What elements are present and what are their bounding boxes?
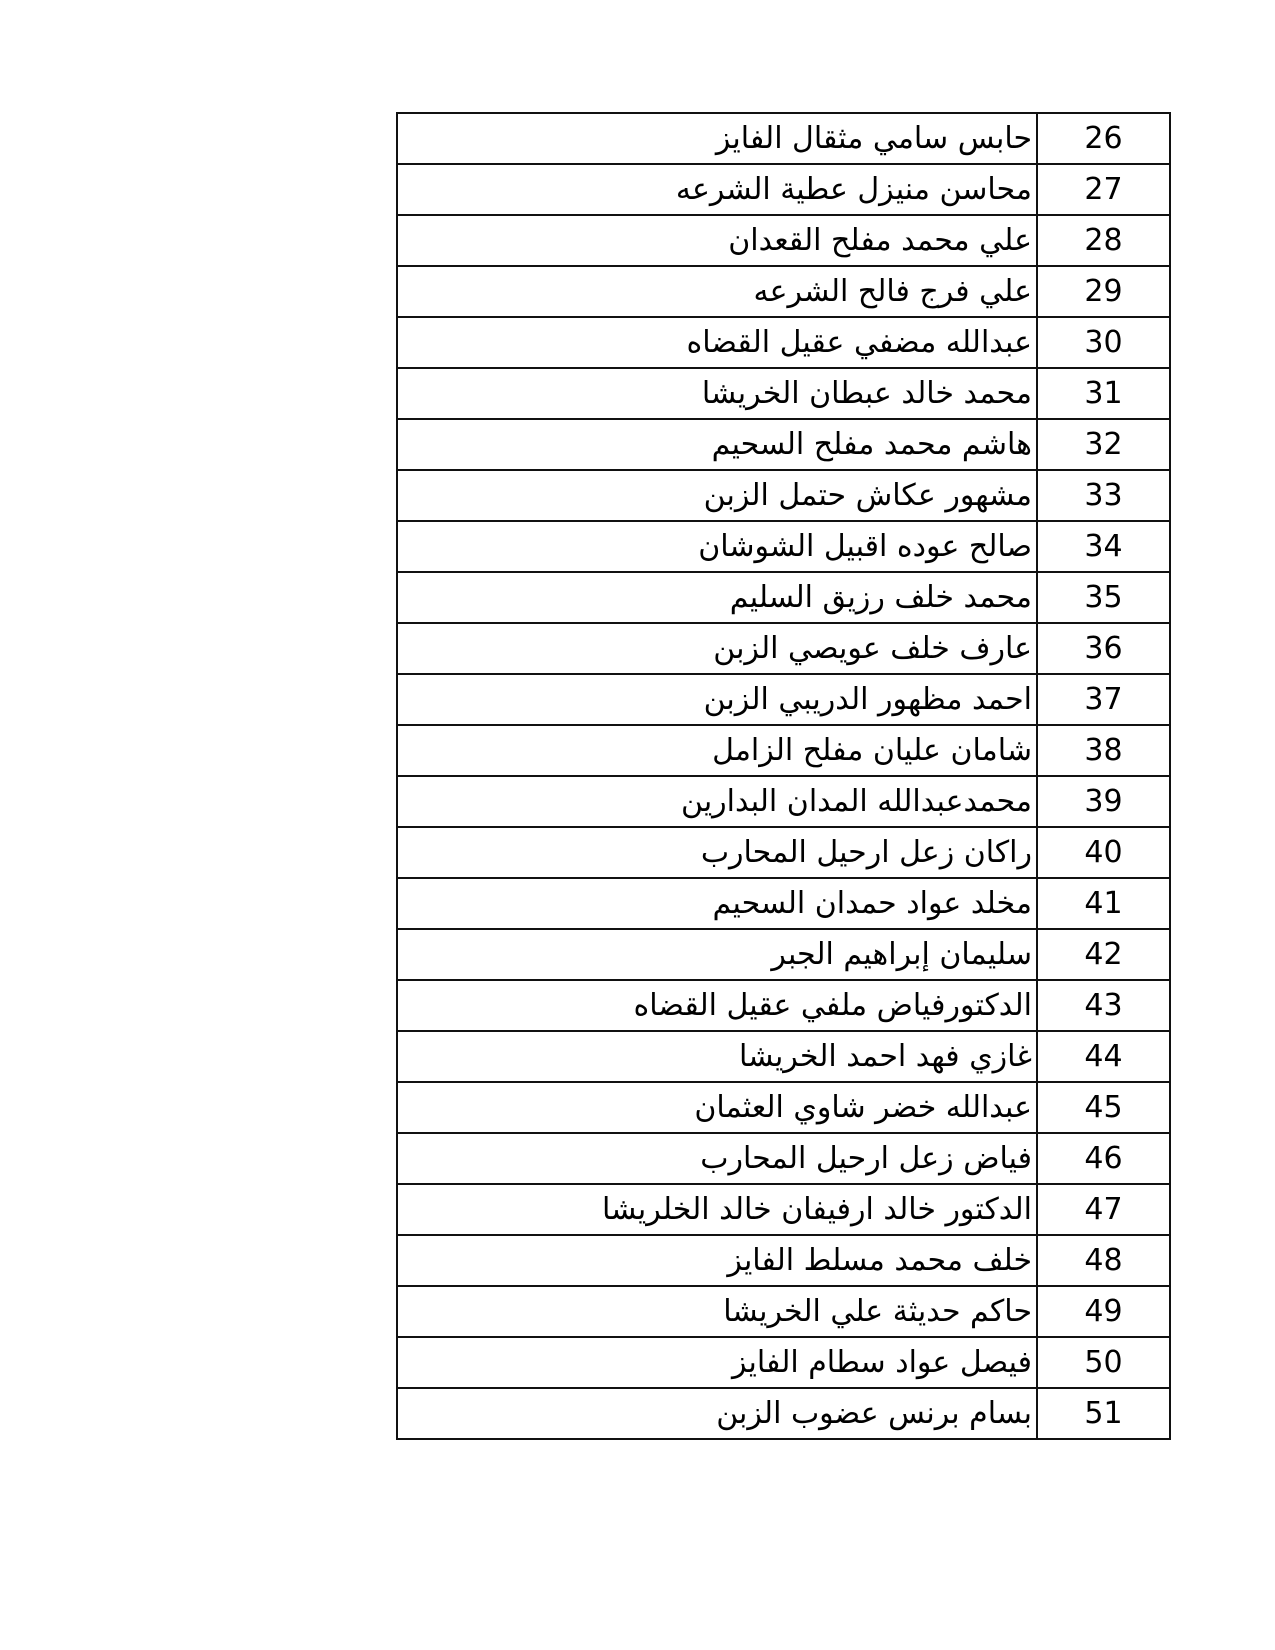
row-name: محاسن منيزل عطية الشرعه xyxy=(397,164,1037,215)
row-number: 41 xyxy=(1037,878,1170,929)
row-number: 36 xyxy=(1037,623,1170,674)
table-row xyxy=(397,419,1170,470)
row-name: حاكم حديثة علي الخريشا xyxy=(397,1286,1037,1337)
row-name: مشهور عكاش حتمل الزبن xyxy=(397,470,1037,521)
row-number: 26 xyxy=(1037,113,1170,164)
row-name: غازي فهد احمد الخريشا xyxy=(397,1031,1037,1082)
table-row xyxy=(397,1184,1170,1235)
row-number: 31 xyxy=(1037,368,1170,419)
row-number: 49 xyxy=(1037,1286,1170,1337)
row-name: حابس سامي مثقال الفايز xyxy=(397,113,1037,164)
table-row xyxy=(397,266,1170,317)
row-name: صالح عوده اقبيل الشوشان xyxy=(397,521,1037,572)
row-name: سليمان إبراهيم الجبر xyxy=(397,929,1037,980)
table-row xyxy=(397,1337,1170,1388)
row-number: 28 xyxy=(1037,215,1170,266)
table-row xyxy=(397,470,1170,521)
row-number: 46 xyxy=(1037,1133,1170,1184)
row-name: الدكتورفياض ملفي عقيل القضاه xyxy=(397,980,1037,1031)
row-number: 42 xyxy=(1037,929,1170,980)
row-number: 47 xyxy=(1037,1184,1170,1235)
table-row xyxy=(397,1235,1170,1286)
table-row xyxy=(397,164,1170,215)
table-row xyxy=(397,1031,1170,1082)
row-number: 40 xyxy=(1037,827,1170,878)
row-number: 44 xyxy=(1037,1031,1170,1082)
row-name: شامان عليان مفلح الزامل xyxy=(397,725,1037,776)
row-number: 37 xyxy=(1037,674,1170,725)
table-row xyxy=(397,521,1170,572)
table-row xyxy=(397,929,1170,980)
row-name: مخلد عواد حمدان السحيم xyxy=(397,878,1037,929)
row-name: محمد خالد عبطان الخريشا xyxy=(397,368,1037,419)
row-name: هاشم محمد مفلح السحيم xyxy=(397,419,1037,470)
table-row xyxy=(397,368,1170,419)
table-row xyxy=(397,776,1170,827)
row-number: 34 xyxy=(1037,521,1170,572)
row-number: 32 xyxy=(1037,419,1170,470)
table-row xyxy=(397,1082,1170,1133)
row-name: عبدالله مضفي عقيل القضاه xyxy=(397,317,1037,368)
table-row xyxy=(397,878,1170,929)
row-number: 27 xyxy=(1037,164,1170,215)
row-number: 43 xyxy=(1037,980,1170,1031)
names-table xyxy=(396,112,1171,1440)
row-number: 45 xyxy=(1037,1082,1170,1133)
table-row xyxy=(397,725,1170,776)
row-number: 38 xyxy=(1037,725,1170,776)
row-number: 29 xyxy=(1037,266,1170,317)
row-number: 39 xyxy=(1037,776,1170,827)
row-number: 48 xyxy=(1037,1235,1170,1286)
row-number: 51 xyxy=(1037,1388,1170,1439)
row-name: عبدالله خضر شاوي العثمان xyxy=(397,1082,1037,1133)
row-name: احمد مظهور الدريبي الزبن xyxy=(397,674,1037,725)
table-row xyxy=(397,317,1170,368)
names-table-body xyxy=(397,113,1170,1439)
row-name: الدكتور خالد ارفيفان خالد الخلريشا xyxy=(397,1184,1037,1235)
table-row xyxy=(397,1388,1170,1439)
row-name: عارف خلف عويصي الزبن xyxy=(397,623,1037,674)
row-name: محمد خلف رزيق السليم xyxy=(397,572,1037,623)
row-name: علي محمد مفلح القعدان xyxy=(397,215,1037,266)
row-name: فيصل عواد سطام الفايز xyxy=(397,1337,1037,1388)
row-number: 50 xyxy=(1037,1337,1170,1388)
row-name: خلف محمد مسلط الفايز xyxy=(397,1235,1037,1286)
table-row xyxy=(397,113,1170,164)
row-name: علي فرج فالح الشرعه xyxy=(397,266,1037,317)
table-row xyxy=(397,572,1170,623)
table-row xyxy=(397,980,1170,1031)
table-row xyxy=(397,674,1170,725)
row-number: 30 xyxy=(1037,317,1170,368)
row-name: محمدعبدالله المدان البدارين xyxy=(397,776,1037,827)
table-row xyxy=(397,1286,1170,1337)
row-name: فياض زعل ارحيل المحارب xyxy=(397,1133,1037,1184)
row-name: بسام برنس عضوب الزبن xyxy=(397,1388,1037,1439)
row-number: 33 xyxy=(1037,470,1170,521)
table-row xyxy=(397,1133,1170,1184)
table-row xyxy=(397,827,1170,878)
table-row xyxy=(397,215,1170,266)
table-row xyxy=(397,623,1170,674)
row-name: راكان زعل ارحيل المحارب xyxy=(397,827,1037,878)
row-number: 35 xyxy=(1037,572,1170,623)
